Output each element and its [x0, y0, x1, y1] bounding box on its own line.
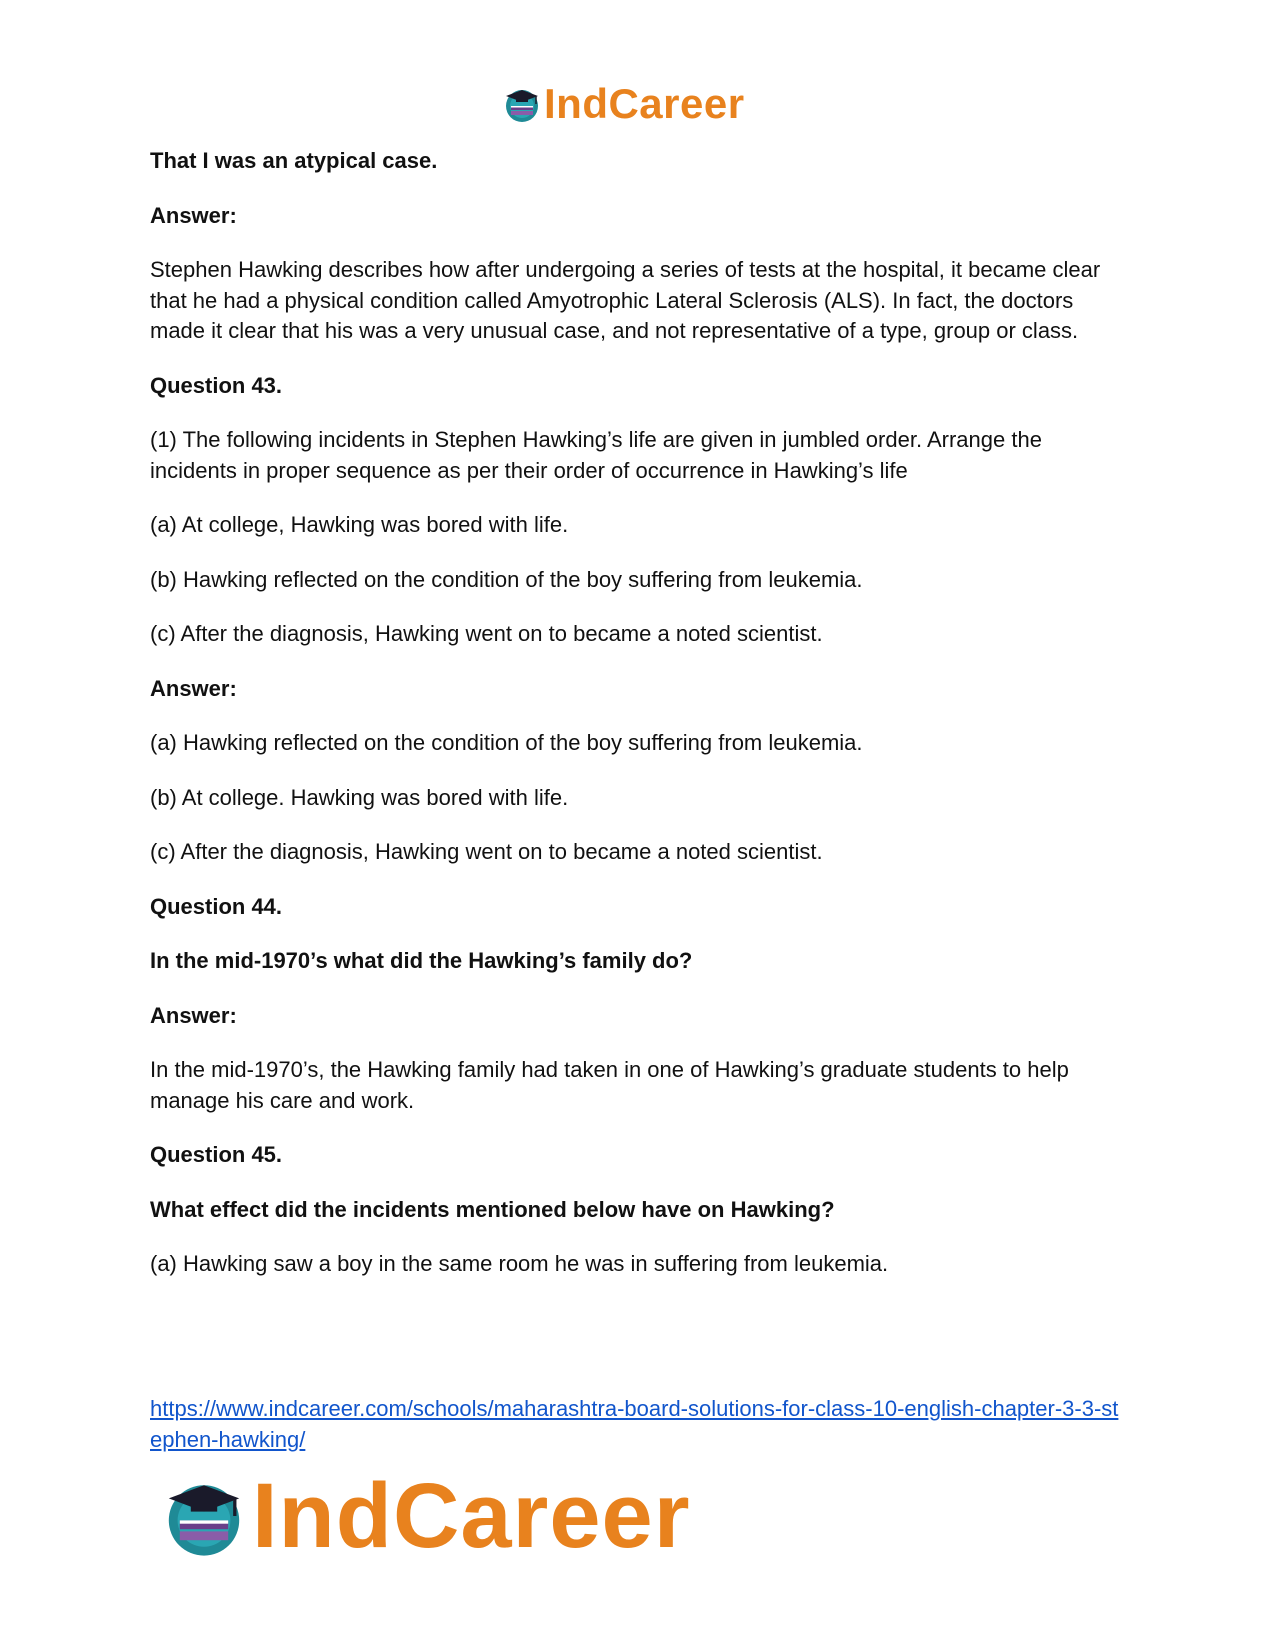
body-paragraph: (c) After the diagnosis, Hawking went on to became a noted scientist. [150, 839, 823, 864]
body-paragraph: (c) After the diagnosis, Hawking went on to became a noted scientist. [150, 621, 823, 646]
heading-paragraph: Question 44. [150, 893, 283, 919]
heading-paragraph: Answer: [150, 675, 237, 701]
body-paragraph: (b) Hawking reflected on the condition of the boy suffering from leukemia. [150, 566, 863, 592]
body-paragraph: (a) At college, Hawking was bored with life. [150, 512, 569, 537]
header-logo [502, 80, 745, 128]
graduation-cap-globe-icon [502, 84, 542, 124]
heading-paragraph: Answer: [150, 1002, 237, 1028]
body-paragraph: (b) At college. Hawking was bored with life. [150, 784, 569, 810]
header-logo-text: IndCareer [544, 80, 745, 127]
graduation-cap-globe-icon [160, 1472, 248, 1560]
body-paragraph: In the mid-1970’s, the Hawking family had taken in one of Hawking’s graduate students to help manage his care and work. [150, 1057, 1069, 1113]
footer-logo [160, 1466, 691, 1566]
heading-paragraph: That I was an atypical case. [150, 148, 438, 173]
body-paragraph: (a) Hawking saw a boy in the same room he was in suffering from leukemia. [150, 1251, 889, 1276]
source-url-link[interactable]: https://www.indcareer.com/schools/maharashtra-board-solutions-for-class-10-english-chapter-3-3-stephen-hawking/ [150, 1396, 1119, 1452]
footer-logo-text: IndCareer [252, 1465, 691, 1567]
heading-paragraph: Question 43. [150, 372, 283, 398]
body-paragraph: (1) The following incidents in Stephen Hawking’s life are given in jumbled order. Arrange the incidents in proper sequence as per their order of occurrence in Hawking’s life [150, 427, 1042, 483]
heading-paragraph: What effect did the incidents mentioned below have on Hawking? [150, 1196, 835, 1222]
heading-paragraph: In the mid-1970’s what did the Hawking’s family do? [150, 948, 693, 973]
heading-paragraph: Question 45. [150, 1142, 283, 1167]
heading-paragraph: Answer: [150, 202, 237, 228]
body-paragraph: Stephen Hawking describes how after undergoing a series of tests at the hospital, it became clear that he had a physical condition called Amyotrophic Lateral Sclerosis (ALS). In fact, the doctors made it clear that his was a very unusual case, and not representative of a type, group or class. [150, 257, 1101, 343]
document-body [150, 146, 1125, 1304]
body-paragraph: (a) Hawking reflected on the condition of the boy suffering from leukemia. [150, 730, 863, 755]
